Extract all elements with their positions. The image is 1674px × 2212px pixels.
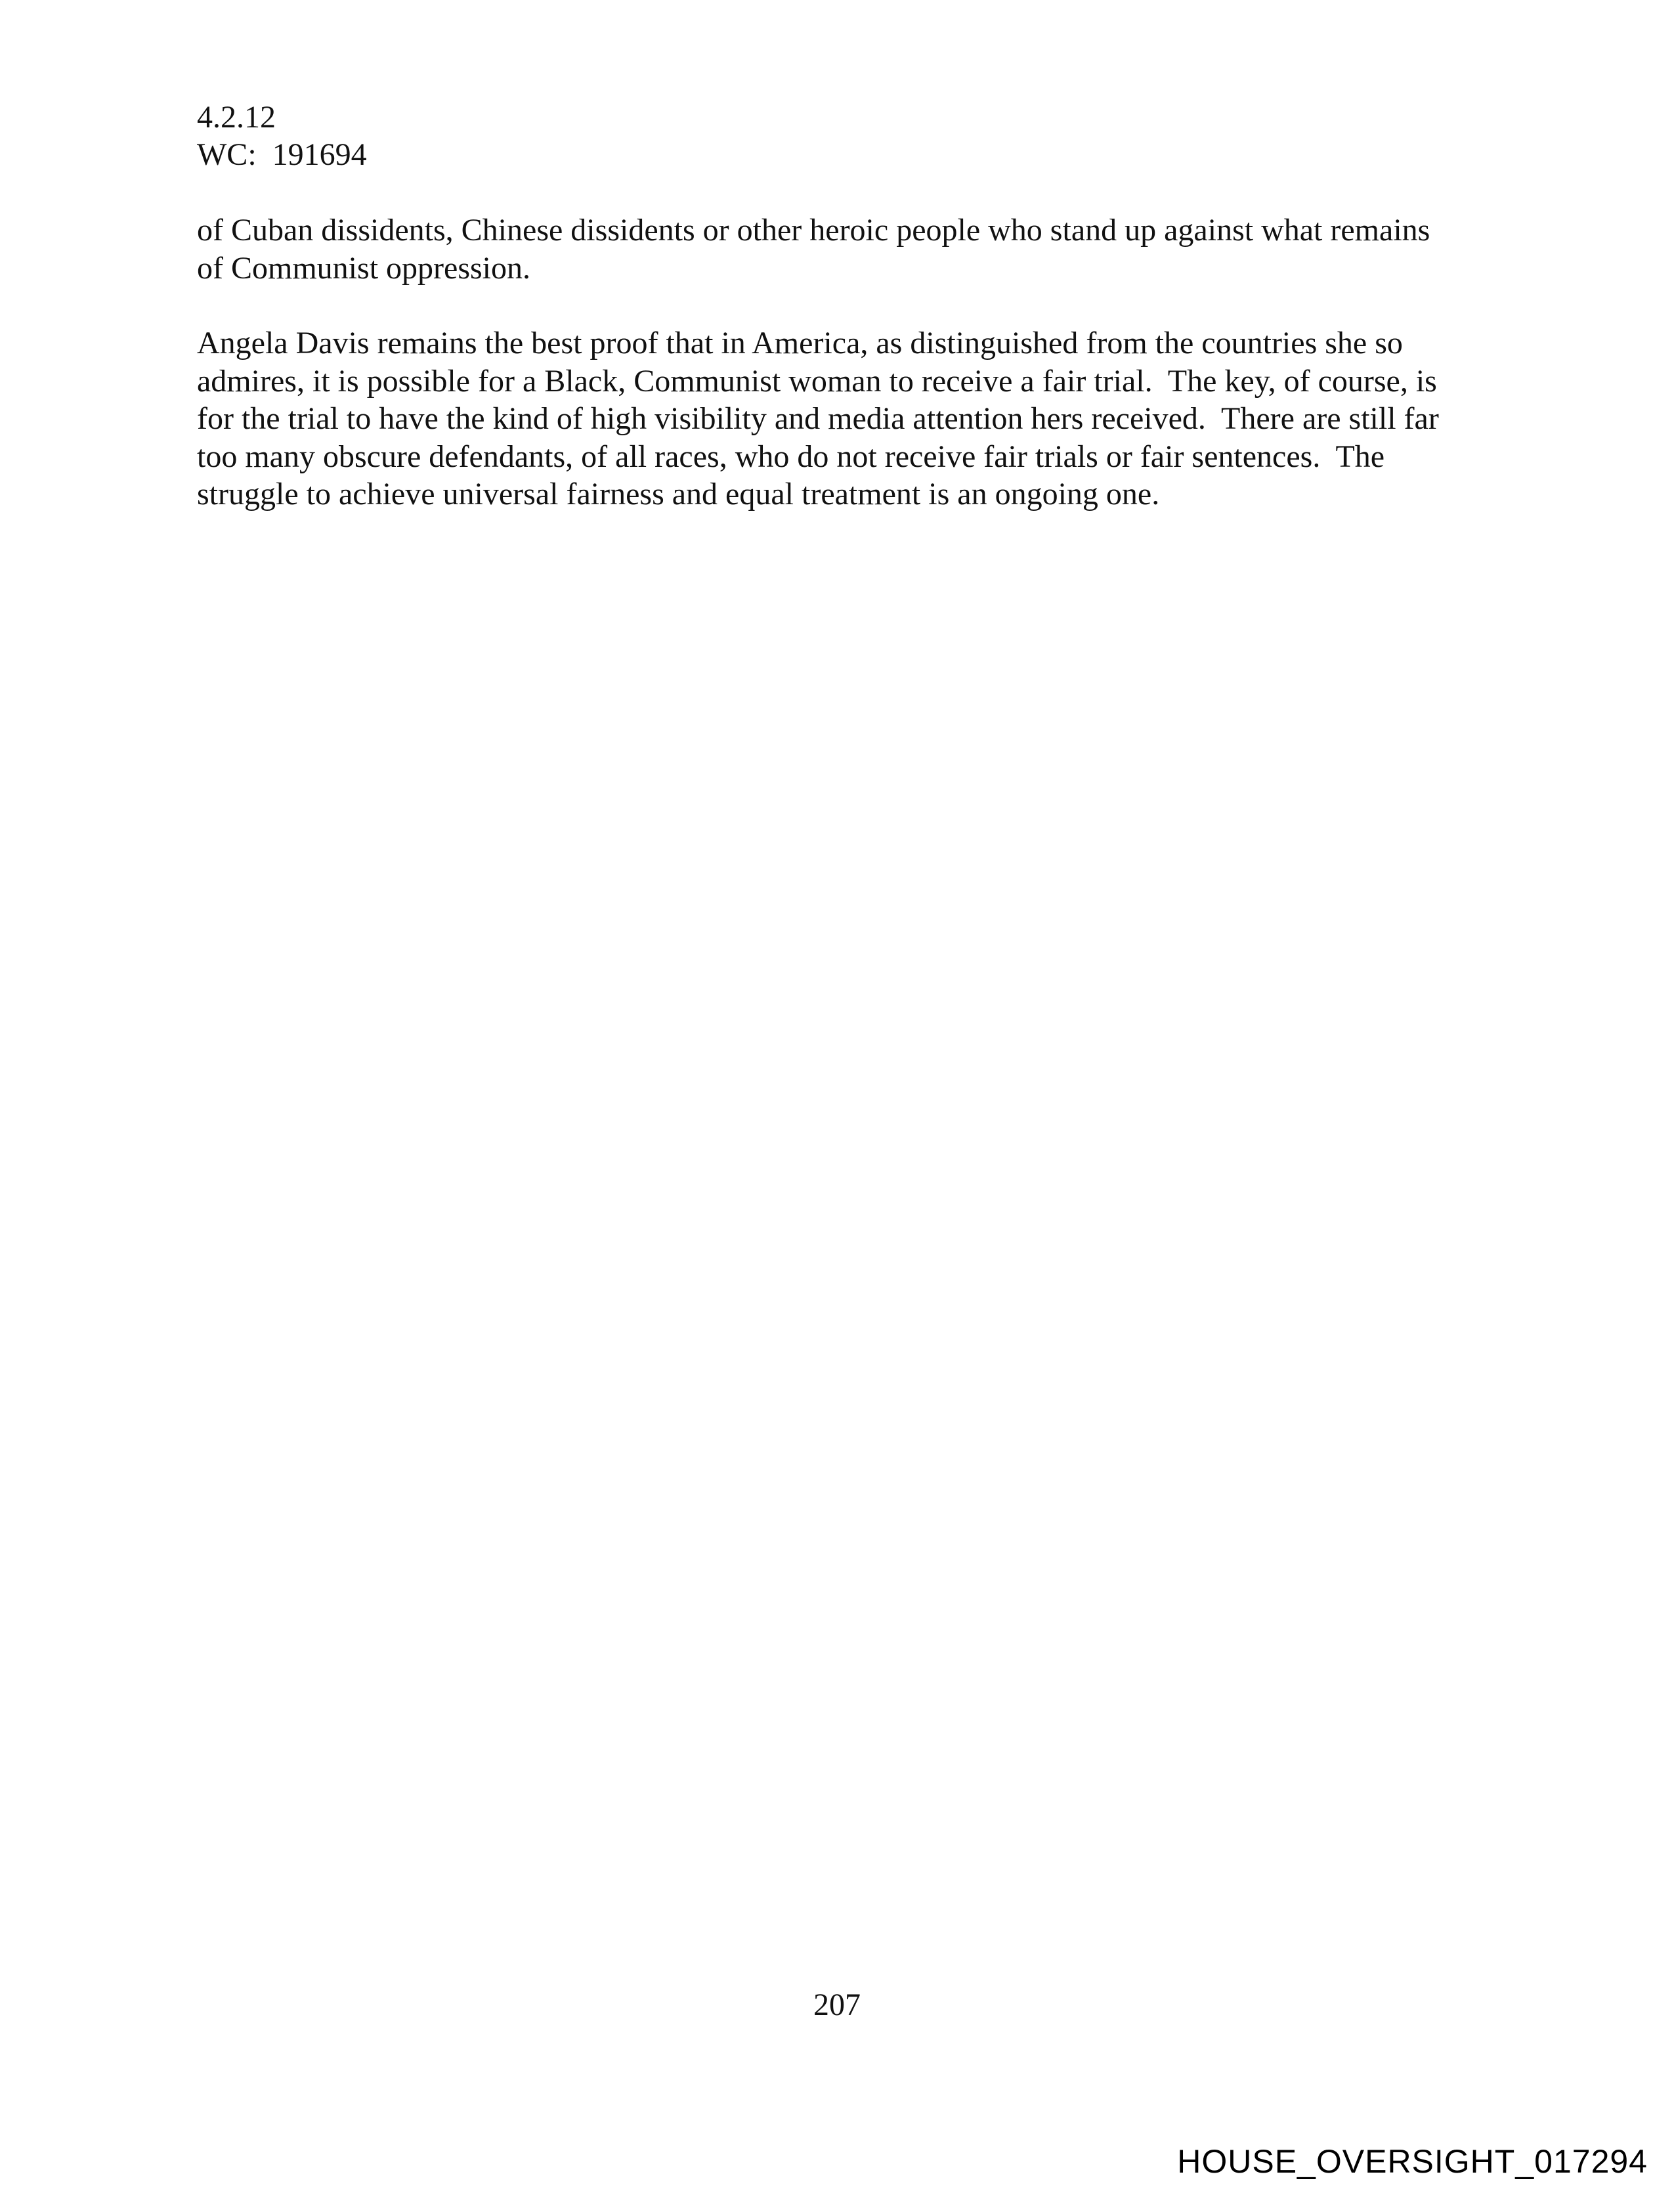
text-line: of Cuban dissidents, Chinese dissidents or other heroic people who stand up against what remains	[197, 213, 1430, 248]
text-line: struggle to achieve universal fairness and equal treatment is an ongoing one.	[197, 477, 1160, 511]
page-number: 207	[813, 1987, 861, 2022]
document-header	[197, 98, 367, 173]
text-line: too many obscure defendants, of all races, who do not receive fair trials or fair sentences. The	[197, 439, 1385, 474]
bates-number: HOUSE_OVERSIGHT_017294	[1177, 2143, 1648, 2180]
paragraph-1	[197, 211, 1484, 287]
text-line: admires, it is possible for a Black, Communist woman to receive a fair trial. The key, of course, is	[197, 363, 1437, 399]
text-line: Angela Davis remains the best proof that in America, as distinguished from the countries she so	[197, 326, 1403, 360]
header-word-count: WC: 191694	[197, 137, 367, 172]
text-line: of Communist oppression.	[197, 250, 531, 286]
document-body	[197, 211, 1484, 551]
header-date: 4.2.12	[197, 100, 276, 135]
paragraph-2	[197, 324, 1484, 513]
text-line: for the trial to have the kind of high visibility and media attention hers received. There are still far	[197, 401, 1439, 436]
